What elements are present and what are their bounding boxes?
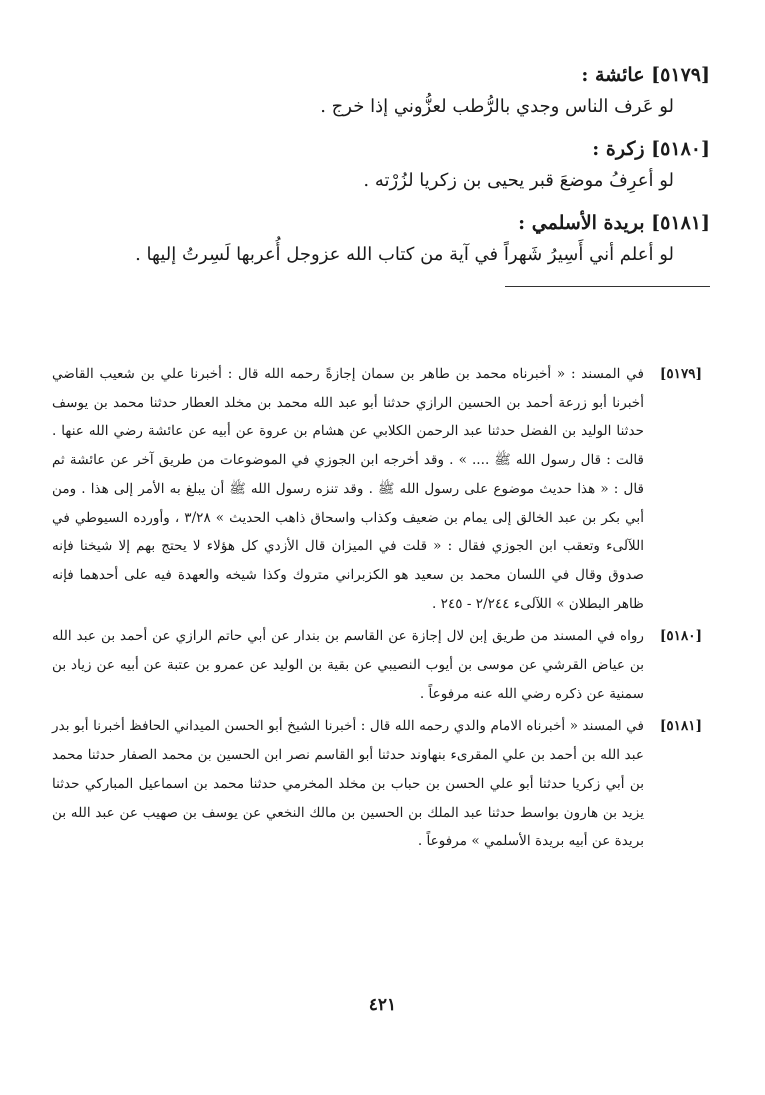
footnote-number: [٥١٨٠] xyxy=(659,628,702,645)
footnote-text: رواه في المسند من طريق إبن لال إجازة عن القاسم بن بندار عن أبي حاتم الرازي عن أحمد بن عبد الله بن عياض القرشي عن موسى بن أيوب النصيبي عن بقية بن الوليد عن عمرو بن عتبة عن أبيه عن زياد بن سمنية عن ذكره رضي الله عنه مرفوعاً . xyxy=(52,628,644,702)
page-number: ٤٢١ xyxy=(368,995,397,1015)
footnote-number: [٥١٧٩] xyxy=(659,366,702,382)
footnotes xyxy=(52,360,702,860)
entry-narrator: زكرة : xyxy=(592,138,645,160)
entry-number: [٥١٨١] xyxy=(651,212,710,234)
entry-heading xyxy=(60,208,710,238)
entry xyxy=(60,60,710,124)
footnote-text: في المسند : « أخبرناه محمد بن طاهر بن سمان إجازةً رحمه الله قال : أخبرنا علي بن شعيب القاضي أخبرنا أبو زرعة أحمد بن الحسين الرازي حدثنا أبو عبد الله محمد بن مخلد العطار حدثنا محمد بن يوسف حدثنا الوليد بن الفضل حدثنا عبد الرحمن الكلابي عن هشام بن عروة عن أبيه عن عائشة رضي الله عنها . قالت : قال رسول الله ﷺ .... » . وقد أخرجه ابن الجوزي في الموضوعات من طريق آخر عن عائشة ثم قال : « هذا حديث موضوع على رسول الله ﷺ . وقد تنزه رسول الله ﷺ أن يبلغ به الأمر إلى هذا . ومن أبي بكر بن عبد الخالق إلى يمام بن ضعيف وكذاب واسحاق ذاهب الحديث » ٣/٢٨ ، وأورده السيوطي في اللآلىء وتعقب ابن الجوزي فقال : « قلت في الميزان قال الأزدي كل هؤلاء لا يحتج بهم إلا شيخنا فإنه صدوق وقال في اللسان محمد بن سعيد هو الكزبراني متروك وكذا شيخه والعهدة فيه على أحدهما فإنه ظاهر البطلان » اللآلىء ٢/٢٤٤ - ٢٤٥ . xyxy=(52,366,644,612)
entry-number: [٥١٧٩] xyxy=(651,64,710,86)
entry xyxy=(60,134,710,198)
entry-number: [٥١٨٠] xyxy=(651,138,710,160)
footnote-divider xyxy=(505,286,710,287)
entry-text: لو أعرِفُ موضعَ قبر يحيى بن زكريا لزُرْته . xyxy=(363,170,674,191)
footnote xyxy=(52,622,702,708)
footnote xyxy=(52,360,702,618)
entry-text: لو عَرف الناس وجدي بالرُّطب لعزُّوني إذا خرج . xyxy=(320,96,674,117)
entry xyxy=(60,208,710,272)
entry-narrator: بريدة الأسلمي : xyxy=(518,212,645,234)
footnote xyxy=(52,712,702,856)
footnote-number: [٥١٨١] xyxy=(659,718,702,735)
entry-narrator: عائشة : xyxy=(581,64,645,86)
entry-heading xyxy=(60,60,710,90)
entry-text: لو أعلم أني أَسِيرُ شَهراً في آية من كتاب الله عزوجل أُعربها لَسِرتُ إليها . xyxy=(135,244,674,265)
entry-heading xyxy=(60,134,710,164)
footnote-text: في المسند « أخبرناه الامام والدي رحمه الله قال : أخبرنا الشيخ أبو الحسن الميداني الحافظ أخبرنا أبو بدر عبد الله بن أحمد بن علي المقرىء بنهاوند حدثنا أبو القاسم نصر ابن الحسين بن محمد الصفار حدثنا محمد بن أبي زكريا حدثنا أبو علي الحسن بن حباب بن مخلد المخرمي حدثنا محمد بن اسماعيل المباركي حدثنا يزيد بن هارون بواسط حدثنا عبد الملك بن الحسين بن مالك النخعي عن يوسف بن صهيب عن عبد الله بن بريدة عن أبيه بريدة الأسلمي » مرفوعاً . xyxy=(52,718,644,850)
main-content xyxy=(60,60,710,301)
